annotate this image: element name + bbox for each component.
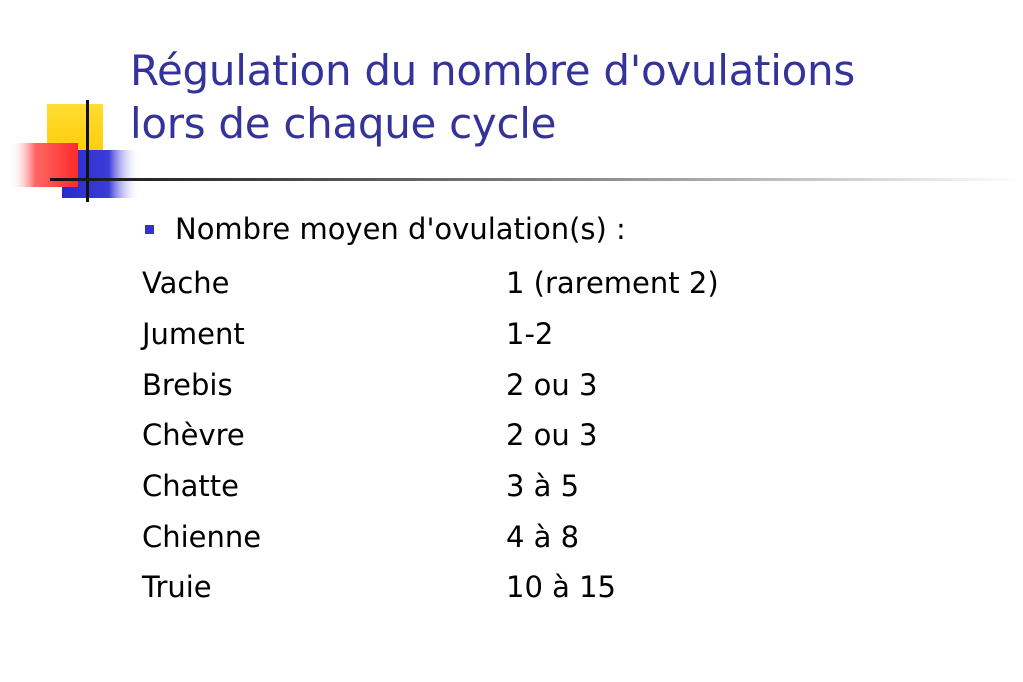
logo-blue-square [62,150,140,198]
bullet-text: Nombre moyen d'ovulation(s) : [175,212,626,246]
logo-red-bar [12,143,78,187]
title-line-1: Régulation du nombre d'ovulations [130,46,855,95]
ovulation-count: 1 (rarement 2) [506,266,719,301]
logo-vertical-line [86,100,89,202]
table-row [142,511,842,562]
ovulation-count: 2 ou 3 [506,418,598,453]
title-line-2: lors de chaque cycle [130,99,557,148]
ovulation-count: 4 à 8 [506,519,580,554]
bullet-item [145,209,626,249]
table-row [142,258,842,309]
table-row [142,410,842,461]
table-row [142,562,842,613]
ovulation-count: 10 à 15 [506,570,617,605]
animal-name: Vache [142,266,230,301]
table-row [142,309,842,360]
ovulation-table [142,258,842,613]
page-title [130,44,855,150]
table-row [142,461,842,512]
animal-name: Brebis [142,367,233,402]
ovulation-count: 1-2 [506,317,554,352]
title-underline-rule [50,178,1023,181]
bullet-square-icon [145,225,154,234]
table-row [142,359,842,410]
animal-name: Chatte [142,469,239,504]
animal-name: Truie [142,570,212,605]
ovulation-count: 3 à 5 [506,469,580,504]
animal-name: Chèvre [142,418,245,453]
animal-name: Chienne [142,519,262,554]
logo-yellow-square [47,104,103,160]
ovulation-count: 2 ou 3 [506,367,598,402]
animal-name: Jument [142,317,245,352]
